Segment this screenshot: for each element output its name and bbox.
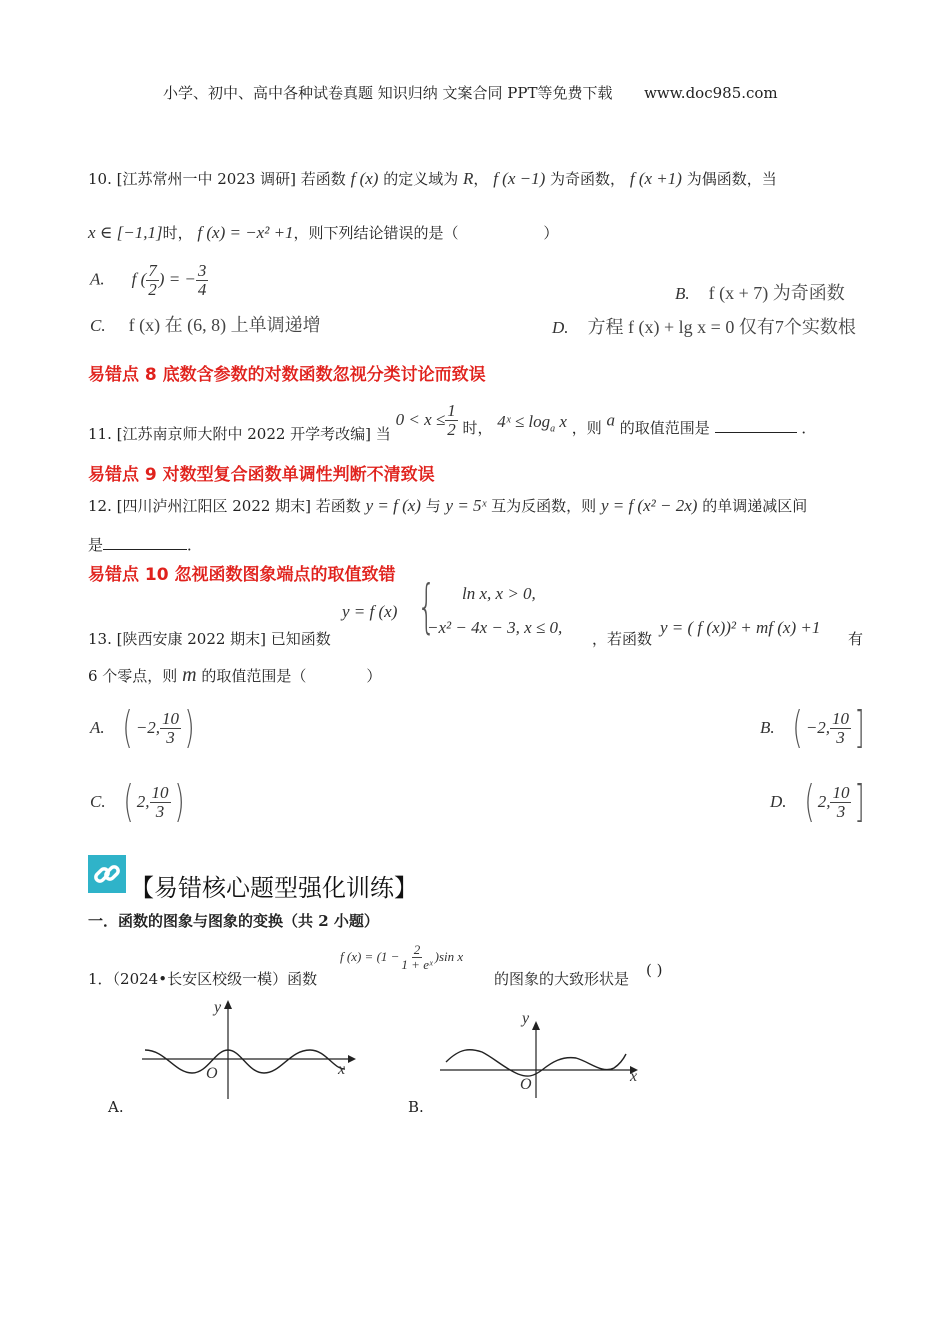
interval-open: ( [792, 702, 803, 753]
text: ． [801, 419, 817, 438]
math: −2, [805, 718, 831, 737]
math: f ( [131, 269, 147, 289]
math-fx: f (x) [350, 169, 379, 188]
math-definition: f (x) = −x² +1 [197, 223, 294, 242]
question-13-option-a[interactable] [90, 702, 198, 753]
denominator: 2 [447, 419, 456, 439]
training-title: 【易错核心题型强化训练】 [130, 874, 418, 902]
text: ，若函数 [592, 630, 653, 648]
denominator: 3 [836, 727, 845, 747]
interval-close: ) [184, 702, 195, 753]
fraction [196, 262, 209, 299]
subscript: a [550, 423, 556, 435]
denominator: 3 [836, 801, 846, 821]
y-axis-label: y [522, 1010, 530, 1027]
piecewise-brace: { [417, 572, 436, 640]
math-domain: x ∈ [−1,1] [88, 223, 163, 242]
math-R: R [463, 169, 474, 188]
math-g-function: y = ( f (x))² + mf (x) +1 [660, 618, 821, 637]
question-13-line2 [88, 664, 381, 687]
y-axis-label: y [214, 999, 222, 1016]
text: 6 个零点，则 [88, 667, 178, 685]
text: ） [543, 224, 559, 242]
denominator: 3 [166, 727, 175, 747]
denominator: 4 [197, 279, 207, 299]
denominator: 1 + eˣ [401, 956, 433, 972]
interval-open: ( [123, 776, 134, 827]
option-text: f (x) 在 (6, 8) 上单调递增 [128, 315, 321, 335]
section-1-heading: 一．函数的图象与图象的变换（共 2 小题） [88, 912, 379, 930]
text: 的定义域为 [383, 170, 459, 188]
math-y-5x: y = 5ˣ [445, 496, 487, 515]
option-label: C. [90, 316, 106, 335]
math-fx-plus-1: f (x +1) [629, 169, 682, 188]
text: 为奇函数， [550, 170, 626, 188]
error-point-8-title: 易错点 8 底数含参数的对数函数忽视分类讨论而致误 [88, 365, 486, 385]
numerator: 10 [162, 708, 180, 728]
option-text: 方程 f (x) + lg x = 0 仅有7个实数根 [587, 317, 856, 337]
question-10-option-d[interactable] [552, 313, 856, 339]
option-label: C. [90, 792, 106, 811]
denominator: 2 [148, 279, 157, 299]
link-icon [88, 855, 126, 893]
text: ，则下列结论错误的是（ [293, 224, 459, 242]
graph-b[interactable] [438, 1010, 648, 1104]
fraction [830, 784, 851, 821]
piecewise-case-2: −x² − 4x − 3, x ≤ 0, [427, 618, 563, 637]
question-11 [88, 401, 817, 444]
question-1-prefix: 1．（2024•长安区校级一模）函数 [88, 970, 318, 988]
denominator: 3 [155, 801, 165, 821]
text: ，则 [571, 419, 602, 438]
text: 时， [162, 224, 193, 242]
answer-blank[interactable] [103, 535, 187, 550]
piecewise-case-1: ln x, x > 0, [462, 584, 536, 603]
option-label: B. [675, 284, 690, 303]
fraction [399, 943, 434, 971]
answer-blank[interactable] [715, 418, 797, 433]
text: 互为反函数，则 [491, 497, 597, 515]
math-inequality [497, 412, 567, 435]
question-13-prefix: 13. [陕西安康 2022 期末] 已知函数 [88, 630, 331, 648]
question-10-line1 [88, 168, 777, 189]
question-10-option-a[interactable] [90, 262, 208, 299]
math-y-fx: y = f (x) [342, 602, 398, 621]
question-12-line2 [88, 534, 202, 555]
text: ， [473, 170, 489, 188]
numerator: 1 [447, 401, 456, 420]
math-y-fx: y = f (x) [365, 496, 421, 515]
option-text: f (x + 7) 为奇函数 [708, 283, 845, 303]
interval-close: ] [854, 776, 866, 827]
math: ) = − [158, 269, 196, 289]
question-10-option-c[interactable] [90, 311, 321, 337]
math: 2, [136, 792, 150, 811]
graph-a[interactable] [140, 995, 360, 1109]
text: 的取值范围是（ [201, 667, 307, 685]
interval-close: ) [173, 776, 185, 827]
numerator: 3 [197, 261, 207, 280]
error-point-9-title: 易错点 9 对数型复合函数单调性判断不清致误 [88, 465, 435, 485]
numerator: 10 [832, 782, 850, 802]
math-q1-function [340, 943, 463, 971]
option-label: A. [90, 718, 105, 737]
interval-close: ] [854, 702, 865, 753]
graph-a-label: A. [108, 1098, 124, 1116]
error-point-10-title: 易错点 10 忽视函数图象端点的取值致错 [88, 565, 396, 585]
question-10-line2 [88, 222, 558, 243]
x-axis-label: x [338, 1061, 346, 1078]
math-fx-minus-1: f (x −1) [493, 169, 546, 188]
text: 有 [848, 630, 864, 648]
numerator: 2 [413, 942, 421, 957]
text: 时， [462, 419, 493, 438]
origin-label: O [520, 1076, 532, 1093]
question-13-option-d[interactable] [770, 776, 869, 827]
text: 的取值范围是 [619, 419, 710, 438]
fraction [146, 262, 159, 299]
math-composite: y = f (x² − 2x) [600, 496, 698, 515]
option-label: D. [770, 792, 787, 811]
text: ． [187, 536, 203, 554]
question-12-prefix: 12. [四川泸州江阳区 2022 期末] 若函数 [88, 497, 361, 515]
question-12-line1 [88, 495, 807, 516]
text: 的单调递减区间 [702, 497, 808, 515]
math: )sin x [434, 949, 464, 965]
option-label: D. [552, 318, 569, 337]
question-13-option-b[interactable] [760, 702, 868, 753]
text: 的图象的大致形状是 [494, 970, 630, 988]
text: 是 [88, 536, 104, 554]
interval-open: ( [803, 776, 815, 827]
math-condition [396, 402, 458, 439]
page-header [163, 82, 778, 103]
math: 0 < x ≤ [395, 410, 446, 430]
math-m: m [182, 664, 197, 686]
fraction [830, 710, 851, 747]
fraction [160, 710, 181, 747]
question-10-prefix: 10. [江苏常州一中 2023 调研] 若函数 [88, 170, 346, 188]
question-11-prefix: 11. [江苏南京师大附中 2022 开学考改编] 当 [88, 425, 391, 444]
graph-b-label: B. [408, 1098, 424, 1116]
math-a: a [606, 410, 616, 430]
math: 4ˣ ≤ log [497, 412, 551, 432]
text: ） [366, 667, 382, 685]
numerator: 10 [832, 708, 850, 728]
math: x [555, 412, 567, 432]
fraction [150, 784, 171, 821]
question-13-option-c[interactable] [90, 776, 188, 827]
x-axis-label: x [630, 1068, 638, 1085]
numerator: 7 [148, 261, 157, 280]
math: −2, [135, 718, 161, 737]
math: f (x) = (1 − [340, 949, 400, 965]
option-label: B. [760, 718, 775, 737]
header-url[interactable]: www.doc985.com [644, 84, 778, 102]
option-label: A. [90, 269, 105, 289]
header-text: 小学、初中、高中各种试卷真题 知识归纳 文案合同 PPT等免费下载 [163, 84, 613, 102]
interval-open: ( [122, 702, 133, 753]
answer-parenthesis[interactable]: ( ) [646, 961, 663, 979]
math: 2, [817, 792, 831, 811]
fraction [445, 402, 458, 439]
origin-label: O [206, 1065, 218, 1082]
numerator: 10 [151, 782, 169, 802]
text: 为偶函数，当 [686, 170, 777, 188]
question-10-option-b[interactable] [675, 279, 845, 305]
text: 与 [425, 497, 441, 515]
